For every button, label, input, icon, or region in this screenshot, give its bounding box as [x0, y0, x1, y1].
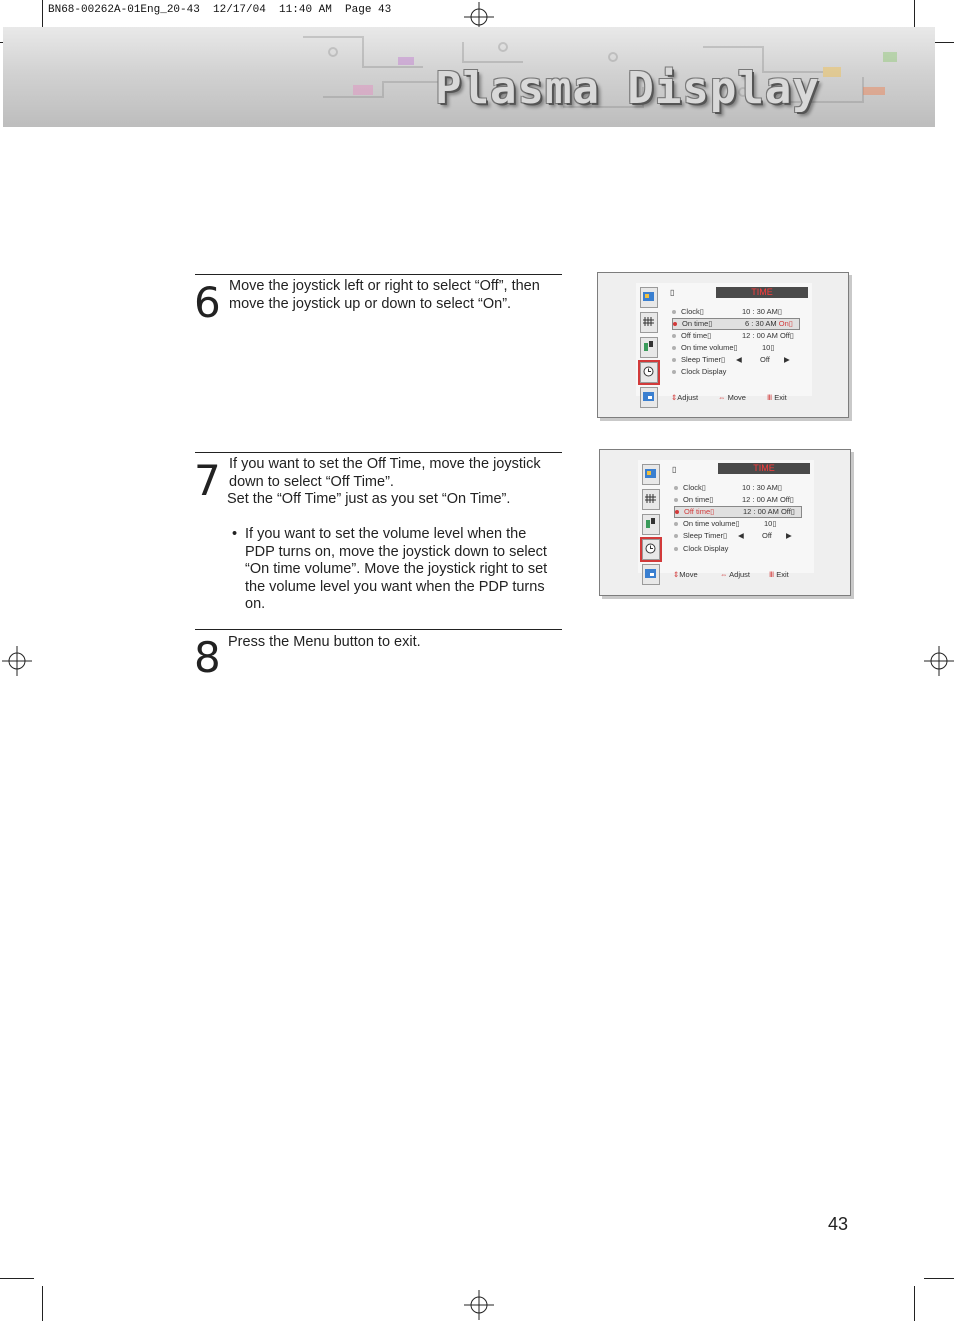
osd-footer-exit: Ⅲ Exit: [769, 570, 789, 579]
sound-icon: [640, 312, 658, 333]
osd-row-on-time: On time▯ 12 : 00 AM Off▯: [674, 495, 804, 505]
clock-icon: [642, 539, 660, 560]
step-divider: [195, 274, 562, 275]
arrow-left-icon: ◀: [736, 355, 742, 364]
osd-title: TIME: [718, 463, 810, 474]
left-right-arrow-icon: ⇔: [720, 570, 728, 579]
left-right-arrow-icon: ⇔: [718, 393, 726, 402]
registration-mark-icon: [924, 646, 954, 676]
osd-row-clock: Clock▯ 10 : 30 AM▯: [674, 483, 804, 493]
osd-footer-move: ⇔ Move: [718, 393, 746, 402]
step-number: 8: [194, 633, 221, 682]
setup-icon: [640, 387, 658, 408]
step-divider: [195, 629, 562, 630]
osd-row-on-time-volume: On time volume▯ 10▯: [672, 343, 802, 353]
step-number: 7: [194, 456, 221, 505]
channel-icon: [640, 337, 658, 358]
osd-title: TIME: [716, 287, 808, 298]
arrow-left-icon: ◀: [738, 531, 744, 540]
menu-icon: Ⅲ: [767, 393, 773, 402]
up-down-arrow-icon: ⇕: [671, 393, 678, 402]
step-8-text: Press the Menu button to exit.: [228, 634, 421, 650]
crop-mark: [924, 1278, 954, 1279]
osd-icon-column: [642, 464, 660, 589]
clock-icon: [640, 362, 658, 383]
step-number: 6: [194, 278, 221, 327]
osd-footer: ⇕Move: [673, 570, 698, 579]
picture-icon: [640, 287, 658, 308]
page-number: 43: [828, 1214, 849, 1234]
osd-row-on-time-volume: On time volume▯ 10▯: [674, 519, 804, 529]
step-divider: [195, 452, 562, 453]
osd-header-mark: ▯: [672, 465, 677, 474]
crop-mark: [0, 1278, 34, 1279]
osd-icon-column: [640, 287, 658, 412]
osd-footer-adjust: ⇔ Adjust: [720, 570, 751, 579]
up-down-arrow-icon: ⇕: [673, 570, 680, 579]
picture-icon: [642, 464, 660, 485]
setup-icon: [642, 564, 660, 585]
osd-footer-exit: Ⅲ Exit: [767, 393, 787, 402]
arrow-right-icon: ▶: [784, 355, 790, 364]
osd-footer: ⇕Adjust: [671, 393, 699, 402]
step-7-text: If you want to set the Off Time, move the joystick down to select “Off Time”.: [229, 456, 541, 490]
sound-icon: [642, 489, 660, 510]
osd-header-mark: ▯: [670, 288, 675, 297]
osd-row-off-time: Off time▯ 12 : 00 AM Off▯: [672, 331, 802, 341]
channel-icon: [642, 514, 660, 535]
osd-row-clock: Clock▯ 10 : 30 AM▯: [672, 307, 802, 317]
header-banner: [3, 27, 935, 127]
print-slug: BN68-00262A-01Eng_20-43 12/17/04 11:40 AM Page 43: [48, 4, 392, 16]
page-title: Plasma Display: [435, 63, 820, 114]
registration-mark-icon: [2, 646, 32, 676]
crop-mark: [914, 1286, 915, 1321]
osd-row-on-time: On time▯ 6 : 30 AM On▯: [672, 318, 800, 330]
osd-screen-1: [597, 272, 849, 418]
osd-row-sleep-timer: Sleep Timer▯ ◀ Off ▶: [672, 355, 802, 365]
osd-row-clock-display: Clock Display: [674, 544, 804, 554]
registration-mark-icon: [464, 1290, 494, 1320]
step-7-text-2: Set the “Off Time” just as you set “On Time”.: [227, 491, 511, 507]
menu-icon: Ⅲ: [769, 570, 775, 579]
osd-screen-2: [599, 449, 851, 596]
crop-mark: [42, 1286, 43, 1321]
osd-row-clock-display: Clock Display: [672, 367, 802, 377]
step-6-text: Move the joystick left or right to select “Off”, then move the joystick up or down to select “On”.: [229, 278, 540, 312]
step-7-bullet: • If you want to set the volume level when the PDP turns on, move the joystick down to select “On time volume”. Move the joystick right to set the volume level you want when the PDP turns on.: [232, 526, 548, 612]
osd-row-off-time: Off time▯ 12 : 00 AM Off▯: [674, 506, 802, 518]
arrow-right-icon: ▶: [786, 531, 792, 540]
osd-row-sleep-timer: Sleep Timer▯ ◀ Off ▶: [674, 531, 804, 541]
